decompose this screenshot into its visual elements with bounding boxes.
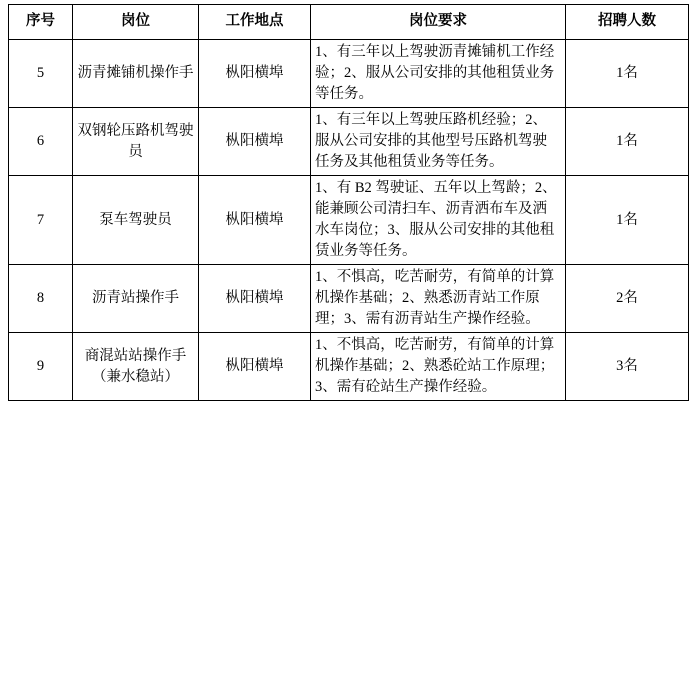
- table-row: [9, 176, 689, 265]
- cell-requirement: 1、有三年以上驾驶沥青摊铺机工作经验；2、服从公司安排的其他租赁业务等任务。: [311, 40, 566, 108]
- cell-count: 3名: [566, 333, 689, 401]
- cell-post: 泵车驾驶员: [73, 176, 199, 265]
- cell-requirement: 1、有 B2 驾驶证、五年以上驾龄；2、能兼顾公司清扫车、沥青洒布车及洒水车岗位；3、服从公司安排的其他租赁业务等任务。: [311, 176, 566, 265]
- recruitment-table: [8, 4, 689, 401]
- cell-index: 5: [9, 40, 73, 108]
- cell-index: 8: [9, 265, 73, 333]
- table-row: [9, 40, 689, 108]
- table-row: [9, 265, 689, 333]
- cell-post: 商混站站操作手（兼水稳站）: [73, 333, 199, 401]
- cell-count: 1名: [566, 40, 689, 108]
- cell-requirement: 1、不惧高，吃苦耐劳，有简单的计算机操作基础；2、熟悉砼站工作原理；3、需有砼站生产操作经验。: [311, 333, 566, 401]
- table-row: [9, 108, 689, 176]
- cell-post: 双钢轮压路机驾驶员: [73, 108, 199, 176]
- cell-place: 枞阳横埠: [199, 108, 311, 176]
- column-header-place: 工作地点: [199, 5, 311, 40]
- cell-post: 沥青摊铺机操作手: [73, 40, 199, 108]
- cell-place: 枞阳横埠: [199, 265, 311, 333]
- cell-count: 1名: [566, 108, 689, 176]
- cell-place: 枞阳横埠: [199, 176, 311, 265]
- cell-count: 1名: [566, 176, 689, 265]
- cell-index: 7: [9, 176, 73, 265]
- table-row: [9, 333, 689, 401]
- cell-requirement: 1、不惧高，吃苦耐劳，有简单的计算机操作基础；2、熟悉沥青站工作原理；3、需有沥青站生产操作经验。: [311, 265, 566, 333]
- column-header-post: 岗位: [73, 5, 199, 40]
- column-header-index: 序号: [9, 5, 73, 40]
- table-header-row: [9, 5, 689, 40]
- column-header-requirement: 岗位要求: [311, 5, 566, 40]
- cell-place: 枞阳横埠: [199, 40, 311, 108]
- column-header-count: 招聘人数: [566, 5, 689, 40]
- cell-count: 2名: [566, 265, 689, 333]
- cell-index: 9: [9, 333, 73, 401]
- cell-place: 枞阳横埠: [199, 333, 311, 401]
- cell-index: 6: [9, 108, 73, 176]
- cell-requirement: 1、有三年以上驾驶压路机经验；2、服从公司安排的其他型号压路机驾驶任务及其他租赁业务等任务。: [311, 108, 566, 176]
- cell-post: 沥青站操作手: [73, 265, 199, 333]
